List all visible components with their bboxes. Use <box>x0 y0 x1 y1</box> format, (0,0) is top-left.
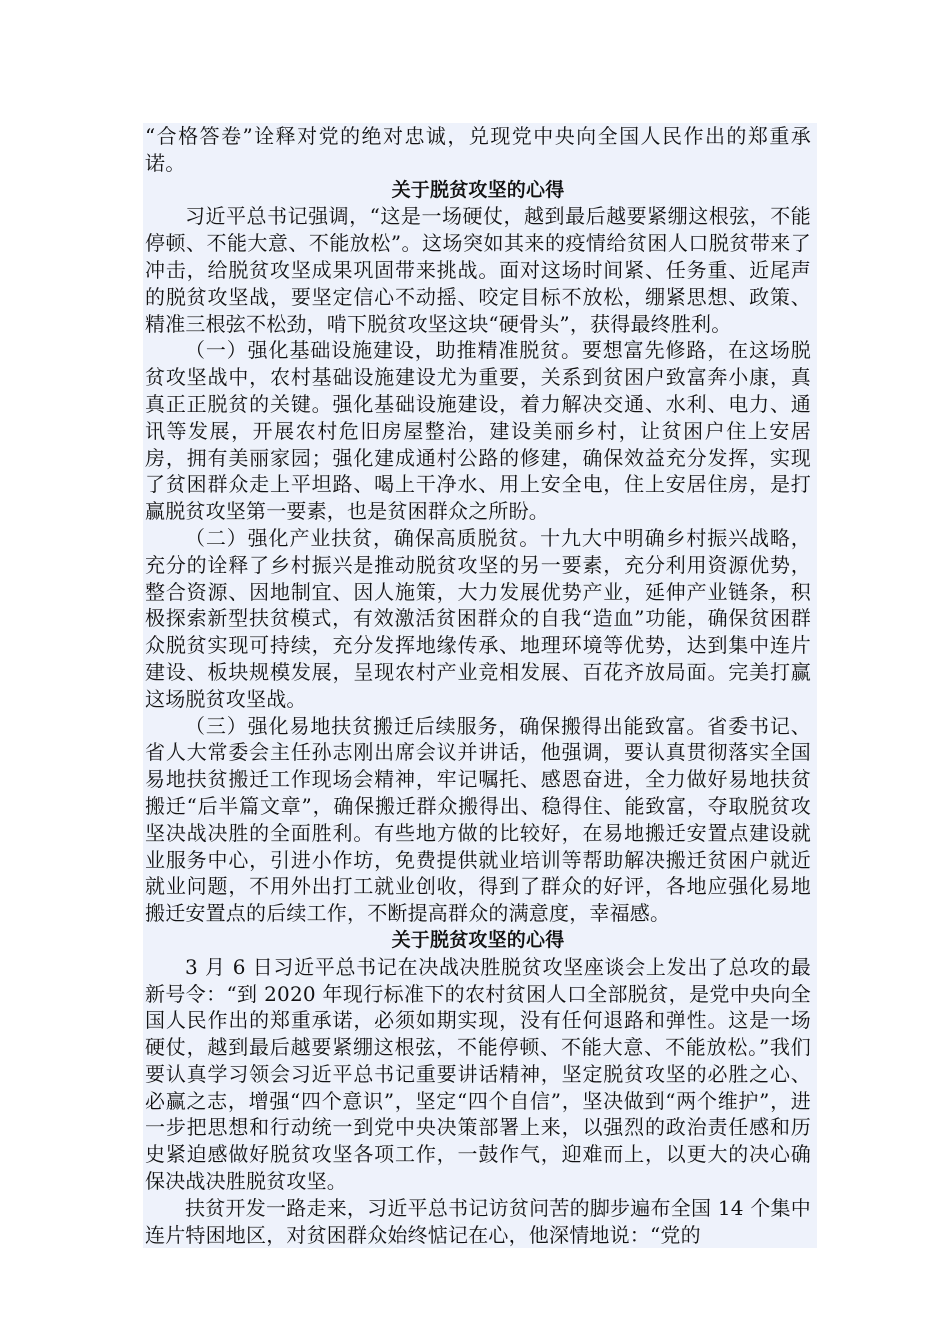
paragraph: 3 月 6 日习近平总书记在决战决胜脱贫攻坚座谈会上发出了总攻的最新号令：“到 2020 年现行标准下的农村贫困人口全部脱贫，是党中央向全国人民作出的郑重承诺，必须如期实现，没有任何退路和弹性。这是一场硬仗，越到最后越要紧绷这根弦，不能停顿、不能大意、不能放松。”我们要认真学习领会习近平总书记重要讲话精神，坚定脱贫攻坚的必胜之心、必赢之志，增强“四个意识”，坚定“四个自信”，坚决做到“两个维护”，进一步把思想和行动统一到党中央决策部署上来，以强烈的政治责任感和历史紧迫感做好脱贫攻坚各项工作，一鼓作气，迎难而上，以更大的决心确保决战决胜脱贫攻坚。 <box>145 954 811 1194</box>
paragraph: “合格答卷”诠释对党的绝对忠诚，兑现党中央向全国人民作出的郑重承诺。 <box>145 124 811 175</box>
paragraph: 扶贫开发一路走来，习近平总书记访贫问苦的脚步遍布全国 14 个集中连片特困地区，对贫困群众始终惦记在心，他深情地说：“党的 <box>145 1195 811 1247</box>
document-body <box>143 123 817 1248</box>
paragraph: （二）强化产业扶贫，确保高质脱贫。十九大中明确乡村振兴战略，充分的诠释了乡村振兴是推动脱贫攻坚的另一要素，充分利用资源优势，整合资源、因地制宜、因人施策，大力发展优势产业，延伸产业链条，积极探索新型扶贫模式，有效激活贫困群众的自我“造血”功能，确保贫困群众脱贫实现可持续，充分发挥地缘传承、地理环境等优势，达到集中连片建设、板块规模发展，呈现农村产业竞相发展、百花齐放局面。完美打赢这场脱贫攻坚战。 <box>145 525 811 711</box>
paragraph: 习近平总书记强调，“这是一场硬仗，越到最后越要紧绷这根弦，不能停顿、不能大意、不能放松”。这场突如其来的疫情给贫困人口脱贫带来了冲击，给脱贫攻坚成果巩固带来挑战。面对这场时间紧、任务重、近尾声的脱贫攻坚战，要坚定信心不动摇、咬定目标不放松，绷紧思想、政策、精准三根弦不松劲，啃下脱贫攻坚这块“硬骨头”，获得最终胜利。 <box>145 204 811 336</box>
paragraph: （三）强化易地扶贫搬迁后续服务，确保搬得出能致富。省委书记、省人大常委会主任孙志刚出席会议并讲话，他强调，要认真贯彻落实全国易地扶贫搬迁工作现场会精神，牢记嘱托、感恩奋进，全力做好易地扶贫搬迁“后半篇文章”，确保搬迁群众搬得出、稳得住、能致富，夺取脱贫攻坚决战决胜的全面胜利。有些地方做的比较好，在易地搬迁安置点建设就业服务中心，引进小作坊，免费提供就业培训等帮助解决搬迁贫困户就近就业问题，不用外出打工就业创收，得到了群众的好评，各地应强化易地搬迁安置点的后续工作，不断提高群众的满意度，幸福感。 <box>145 713 811 926</box>
section-heading: 关于脱贫攻坚的心得 <box>391 928 565 951</box>
section-heading: 关于脱贫攻坚的心得 <box>391 178 565 201</box>
paragraph: （一）强化基础设施建设，助推精准脱贫。要想富先修路，在这场脱贫攻坚战中，农村基础设施建设尤为重要，关系到贫困户致富奔小康，真真正正脱贫的关键。强化基础设施建设，着力解决交通、水利、电力、通讯等发展，开展农村危旧房屋整治，建设美丽乡村，让贫困户住上安居房，拥有美丽家园；强化建成通村公路的修建，确保效益充分发挥，实现了贫困群众走上平坦路、喝上干净水、用上安全电，住上安居住房，是打赢脱贫攻坚第一要素，也是贫困群众之所盼。 <box>145 338 811 524</box>
